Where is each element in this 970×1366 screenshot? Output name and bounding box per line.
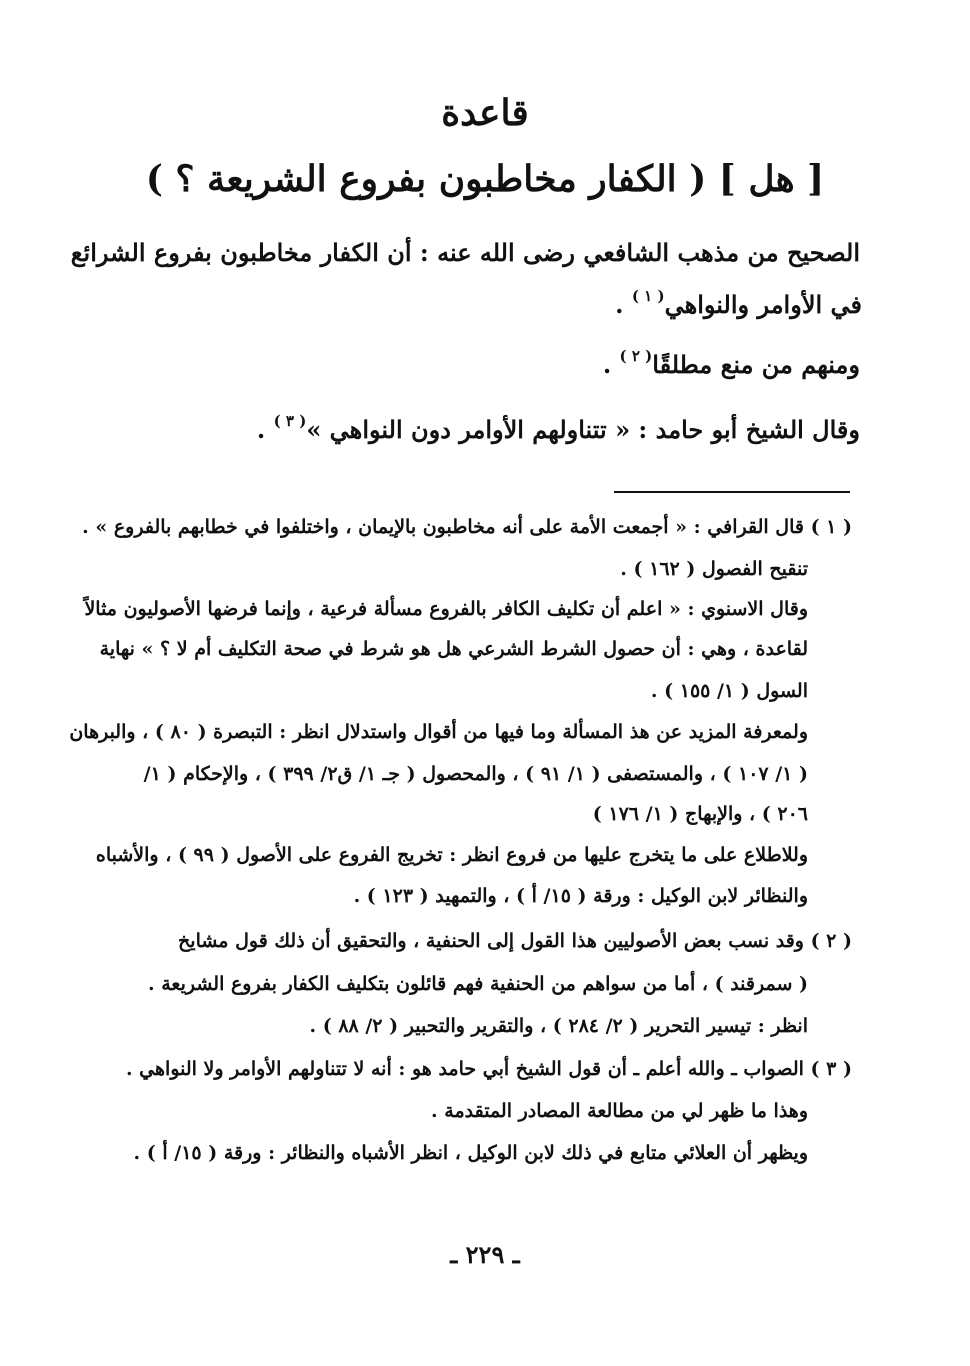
footnote-1-line: ٢٠٦ ) ، والإبهاج ( ١/ ١٧٦ ) xyxy=(592,803,808,825)
footnote-ref-2: ( ٢ ) xyxy=(619,347,653,365)
footnote-3-line: ويظهر أن العلائي متابع في ذلك لابن الوكيل ، انظر الأشباه والنظائر : ورقة ( ١٥/ أ ) . xyxy=(133,1142,808,1164)
body-line-1: الصحيح من مذهب الشافعي رضى الله عنه : أن الكفار مخاطبون بفروع الشرائع xyxy=(70,238,860,267)
body-text: في الأوامر والنواهي xyxy=(664,290,862,319)
footnote-1-line: السول ( ١/ ١٥٥ ) . xyxy=(650,680,808,702)
rule-title: [ هل ] ( الكفار مخاطبون بفروع الشريعة ؟ ) xyxy=(145,158,825,200)
footnote-1-line: لقاعدة ، وهي : أن حصول الشرط الشرعي هل هو شرط في صحة التكليف أم لا ؟ » نهاية xyxy=(99,638,808,660)
footnote-1-line: والنظائر لابن الوكيل : ورقة ( ١٥/ أ ) ، والتمهيد ( ١٢٣ ) . xyxy=(353,885,808,907)
footnote-1-line: ( ١ ) قال القرافي : « أجمعت الأمة على أنه مخاطبون بالإيمان ، واختلفوا في خطابهم بالفروع » . xyxy=(82,516,852,538)
footnote-1-line: تنقيح الفصول ( ١٦٢ ) . xyxy=(620,558,808,580)
body-line-4 xyxy=(256,412,860,444)
footnote-2-line: انظر : تيسير التحرير ( ٢/ ٢٨٤ ) ، والتقرير والتحبير ( ٢/ ٨٨ ) . xyxy=(309,1015,808,1037)
body-period: . xyxy=(602,350,620,379)
body-line-3 xyxy=(602,347,860,379)
footnote-1-line: وقال الاسنوي : « اعلم أن تكليف الكافر بالفروع مسألة فرعية ، وإنما فرضها الأصوليون مثالاً xyxy=(84,598,808,620)
footnote-2-line: ( سمرقند ) ، أما من سواهم من الحنفية فهم قائلون بتكليف الكفار بفروع الشريعة . xyxy=(147,973,808,995)
footnote-2-line: ( ٢ ) وقد نسب بعض الأصوليين هذا القول إلى الحنفية ، والتحقيق أن ذلك قول مشايخ xyxy=(178,930,852,952)
body-period: . xyxy=(615,290,632,319)
page-number: ـ ٢٢٩ ـ xyxy=(450,1240,520,1269)
footnote-ref-1: ( ١ ) xyxy=(631,287,665,305)
footnote-divider xyxy=(614,491,850,493)
body-line-2 xyxy=(615,287,862,319)
footnote-3-line: وهذا ما ظهر لي من مطالعة المصادر المتقدمة . xyxy=(431,1100,808,1122)
footnote-1-line: وللاطلاع على ما يتخرج عليها من فروع انظر : تخريج الفروع على الأصول ( ٩٩ ) ، والأشباه xyxy=(95,844,808,866)
body-text: ومنهم من منع مطلقًا xyxy=(652,350,860,379)
footnote-3-line: ( ٣ ) الصواب ـ والله أعلم ـ أن قول الشيخ أبي حامد هو : أنه لا تتناولهم الأوامر ولا النواهي . xyxy=(125,1058,852,1080)
footnote-ref-3: ( ٣ ) xyxy=(273,412,307,430)
page-heading: قاعدة xyxy=(441,92,529,134)
body-period: . xyxy=(256,415,274,444)
footnote-1-line: ( ١/ ١٠٧ ) ، والمستصفى ( ١/ ٩١ ) ، والمحصول ( جـ ١/ ق٢/ ٣٩٩ ) ، والإحكام ( ١/ xyxy=(143,763,808,785)
body-text: وقال الشيخ أبو حامد : « تتناولهم الأوامر دون النواهي » xyxy=(306,415,860,444)
footnote-1-line: ولمعرفة المزيد عن هذ المسألة وما فيها من أقوال واستدلال انظر : التبصرة ( ٨٠ ) ، والبرهان xyxy=(69,721,808,743)
